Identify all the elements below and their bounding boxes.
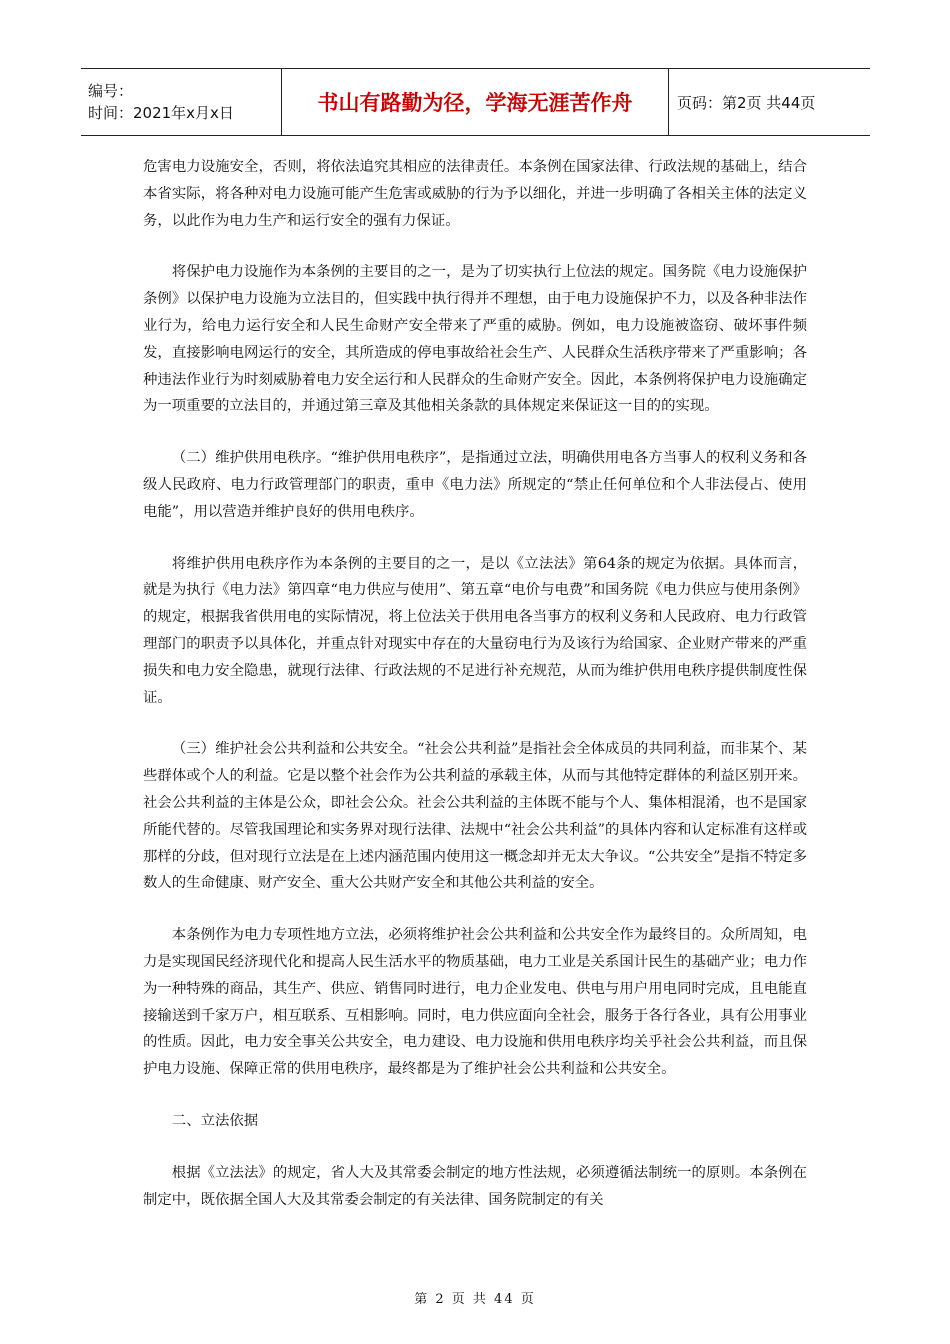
document-body: [143, 154, 807, 1238]
paragraph-continuation: 危害电力设施安全，否则，将依法追究其相应的法律责任。本条例在国家法律、行政法规的基础上，结合本省实际，将各种对电力设施可能产生危害或威胁的行为予以细化，并进一步明确了各相关主体的法定义务，以此作为电力生产和运行安全的强有力保证。: [143, 159, 807, 229]
paragraph-supply-order-basis: 将维护供用电秩序作为本条例的主要目的之一，是以《立法法》第64条的规定为依据。具体而言，就是为执行《电力法》第四章“电力供应与使用”、第五章“电价与电费”和国务院《电力供应与使用条例》的规定，根据我省供用电的实际情况，将上位法关于供用电各当事方的权利义务和人民政府、电力行政管理部门的职责予以具体化，并重点针对现实中存在的大量窃电行为及该行为给国家、企业财产带来的严重损失和电力安全隐患，就现行法律、行政法规的不足进行补充规范，从而为维护供用电秩序提供制度性保证。: [143, 555, 807, 706]
paragraph-protect-facilities: 将保护电力设施作为本条例的主要目的之一，是为了切实执行上位法的规定。国务院《电力设施保护条例》以保护电力设施为立法目的，但实践中执行得并不理想，由于电力设施保护不力，以及各种非法作业行为，给电力运行安全和人民生命财产安全带来了严重的威胁。例如，电力设施被盗窃、破坏事件频发，直接影响电网运行的安全，其所造成的停电事故给社会生产、人民群众生活秩序带来了严重影响；各种违法作业行为时刻威胁着电力安全运行和人民群众的生命财产安全。因此，本条例将保护电力设施确定为一项重要的立法目的，并通过第三章及其他相关条款的具体规定来保证这一目的的实现。: [143, 264, 807, 415]
section-heading-legal-basis: 二、立法依据: [171, 1112, 259, 1129]
header-motto: [281, 69, 669, 135]
header-meta: [81, 69, 281, 135]
paragraph-final-purpose: 本条例作为电力专项性地方立法，必须将维护社会公共利益和公共安全作为最终目的。众所周知，电力是实现国民经济现代化和提高人民生活水平的物质基础，电力工业是关系国计民生的基础产业；电力作为一种特殊的商品，其生产、供应、销售同时进行，电力企业发电、供电与用户用电同时完成，且电能直接输送到千家万户，相互联系、互相影响。同时，电力供应面向全社会，服务于各行各业，具有公用事业的性质。因此，电力安全事关公共安全，电力建设、电力设施和供用电秩序均关乎社会公共利益，而且保护电力设施、保障正常的供用电秩序，最终都是为了维护社会公共利益和公共安全。: [143, 927, 807, 1078]
paragraph-supply-order: （二）维护供用电秩序。“维护供用电秩序”，是指通过立法，明确供用电各方当事人的权利义务和各级人民政府、电力行政管理部门的职责，重申《电力法》所规定的“禁止任何单位和个人非法侵占、使用电能”，用以营造并维护良好的供用电秩序。: [143, 450, 807, 520]
paragraph-legal-basis: 根据《立法法》的规定，省人大及其常委会制定的地方性法规，必须遵循法制统一的原则。本条例在制定中，既依据全国人大及其常委会制定的有关法律、国务院制定的有关: [143, 1164, 807, 1208]
footer-page-number: 第 2 页 共 44 页: [414, 1292, 536, 1307]
page-footer: [0, 1288, 950, 1307]
header-page-info: [669, 69, 870, 135]
page-header: [81, 68, 870, 136]
number-label: 编号：: [88, 82, 134, 100]
page-info-text: 页码：第2页 共44页: [677, 93, 816, 112]
motto-text: 书山有路勤为径，学海无涯苦作舟: [317, 91, 633, 115]
date-line: 时间：2021年x月x日: [88, 104, 234, 122]
paragraph-public-interest: （三）维护社会公共利益和公共安全。“社会公共利益”是指社会全体成员的共同利益，而非某个、某些群体或个人的利益。它是以整个社会作为公共利益的承载主体，从而与其他特定群体的利益区别开来。社会公共利益的主体是公众，即社会公众。社会公共利益的主体既不能与个人、集体相混淆，也不是国家所能代替的。尽管我国理论和实务界对现行法律、法规中“社会公共利益”的具体内容和认定标准有这样或那样的分歧，但对现行立法是在上述内涵范围内使用这一概念却并无太大争议。“公共安全”是指不特定多数人的生命健康、财产安全、重大公共财产安全和其他公共利益的安全。: [143, 741, 807, 892]
